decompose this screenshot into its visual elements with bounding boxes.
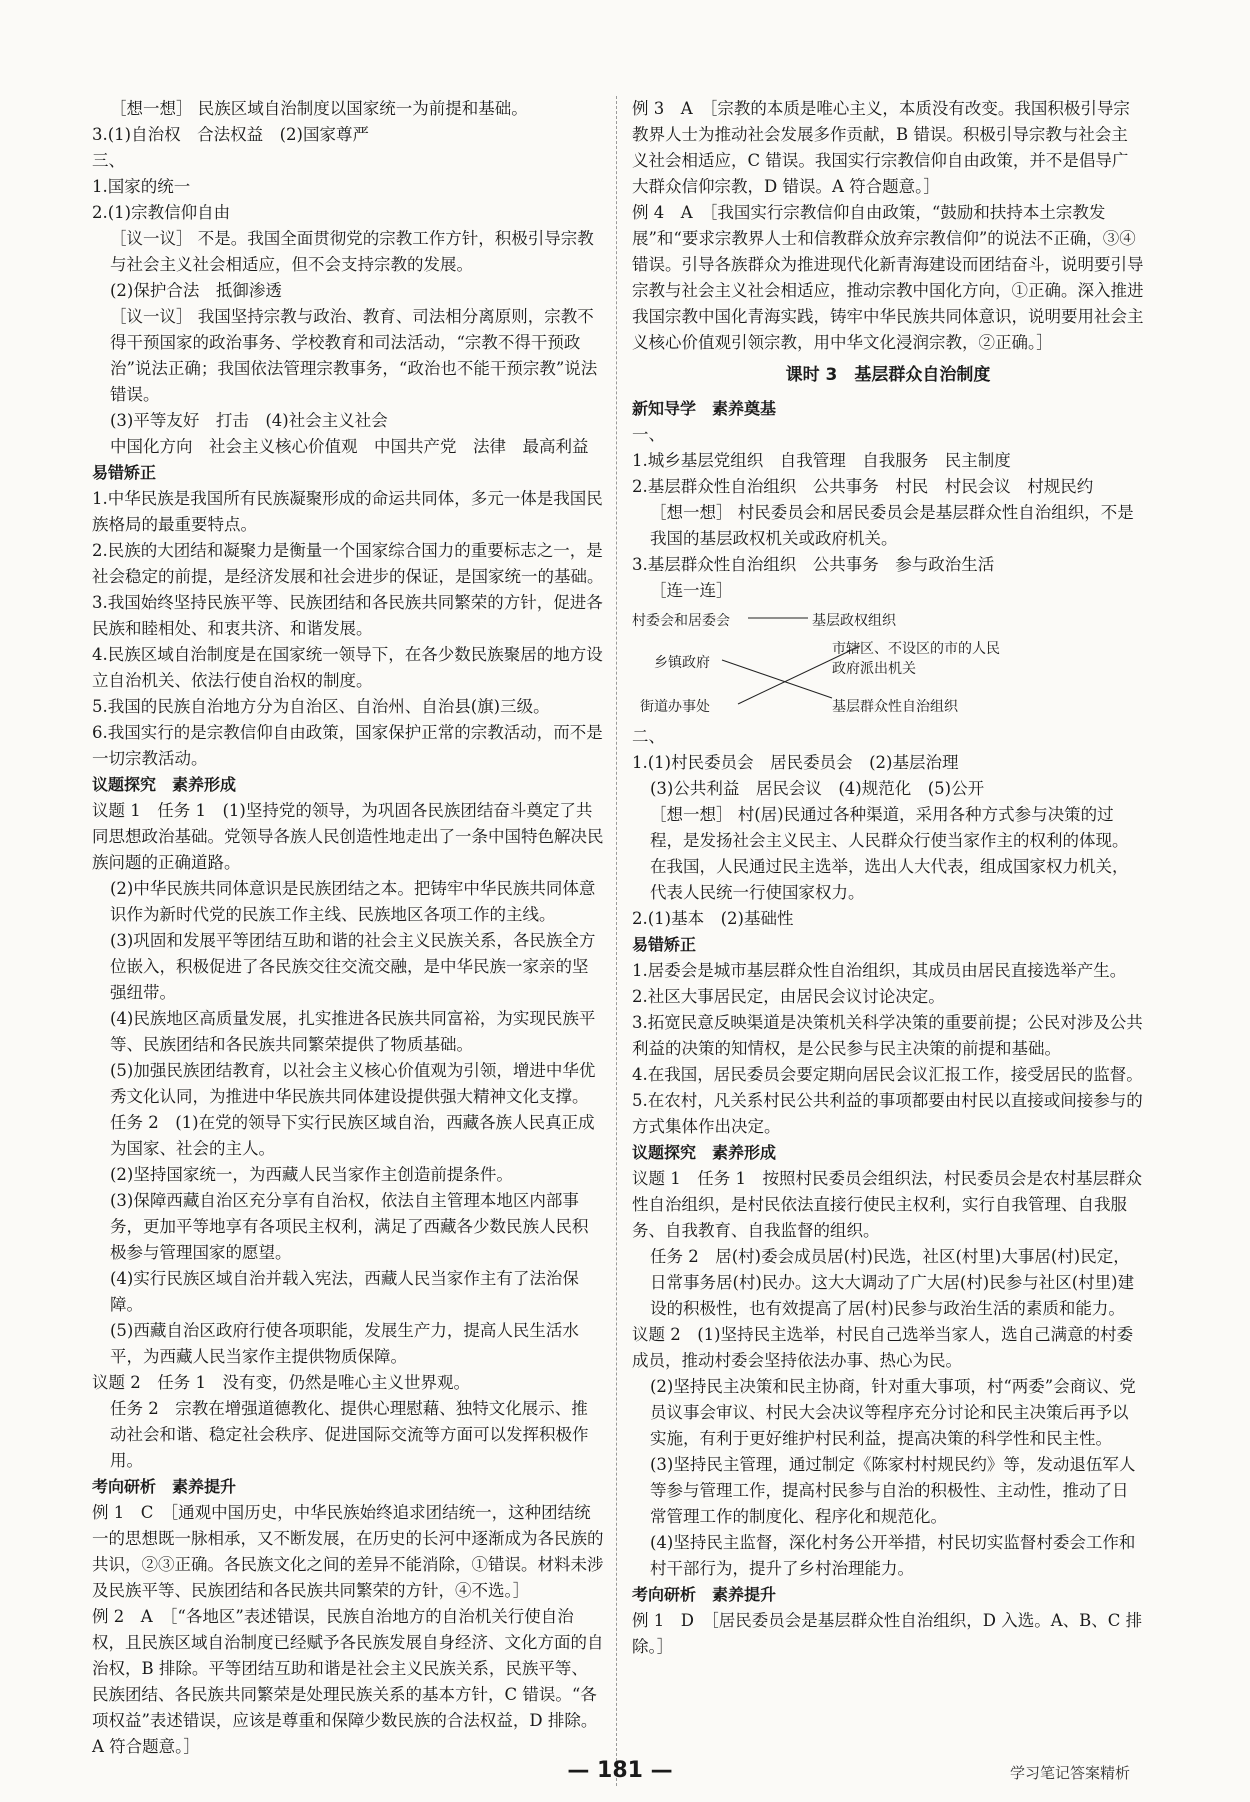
section-heading: 易错矫正 [92, 463, 157, 482]
answer-line: 例 2 A ［“各地区”表述错误，民族自治地方的自治机关行使自治权，且民族区域自治制度已经赋予各民族发展自身经济、文化方面的自治权，B 排除。平等团结互助和谐是社会主义民族关系，民族平等、民族团结、各民族共同繁荣是处理民族关系的基本方针，C 错误。“各项权益”表述错误，应该是尊重和保障少数民族的合法权益，D 排除。A 符合题意。］ [92, 1607, 604, 1756]
answer-line: 5.在农村，凡关系村民公共利益的事项都要由村民以直接或间接参与的方式集体作出决定。 [632, 1091, 1143, 1136]
answer-line: (3)平等友好 打击 (4)社会主义社会 [110, 411, 388, 430]
answer-line: 4.在我国，居民委员会要定期向居民会议汇报工作，接受居民的监督。 [632, 1065, 1143, 1084]
answer-line: 3.基层群众性自治组织 公共事务 参与政治生活 [632, 555, 995, 574]
answer-line: 3.(1)自治权 合法权益 (2)国家尊严 [92, 125, 369, 144]
answer-line: 1.(1)村民委员会 居民委员会 (2)基层治理 [632, 753, 959, 772]
answer-line: 3.我国始终坚持民族平等、民族团结和各民族共同繁荣的方针，促进各民族和睦相处、和衷共济、和谐发展。 [92, 593, 603, 638]
right-bottom-block [632, 724, 1144, 1660]
answer-line: 议题 2 任务 1 没有变，仍然是唯心主义世界观。 [92, 1373, 470, 1392]
answer-line: 二、 [632, 727, 665, 746]
right-top-block [632, 96, 1144, 356]
answer-line: 中国化方向 社会主义核心价值观 中国共产党 法律 最高利益 [110, 437, 589, 456]
answer-line: ［想一想］ 民族区域自治制度以国家统一为前提和基础。 [110, 99, 528, 118]
answer-line: 1.城乡基层党组织 自我管理 自我服务 民主制度 [632, 451, 1011, 470]
left-column [92, 96, 604, 1760]
answer-line: 例 3 A ［宗教的本质是唯心主义，本质没有改变。我国积极引导宗教界人士为推动社会发展多作贡献，B 错误。积极引导宗教与社会主义社会相适应，C 错误。我国实行宗教信仰自由政策，并不是倡导广大群众信仰宗教，D 错误。A 符合题意。］ [632, 99, 1130, 196]
answer-line: (3)保障西藏自治区充分享有自治权，依法自主管理本地区内部事务，更加平等地享有各项民主权利，满足了西藏各少数民族人民积极参与管理国家的愿望。 [110, 1191, 589, 1262]
answer-line: 一、 [632, 425, 665, 444]
lesson-title: 课时 3 基层群众自治制度 [785, 365, 991, 385]
section-heading: 议题探究 素养形成 [92, 775, 237, 794]
right-column [632, 96, 1144, 1660]
answer-line: 5.我国的民族自治地方分为自治区、自治州、自治县(旗)三级。 [92, 697, 550, 716]
node-village-committee: 村委会和居委会 [632, 613, 730, 629]
page-number: — 181 — [567, 1758, 673, 1783]
answer-line: (2)中华民族共同体意识是民族团结之本。把铸牢中华民族共同体意识作为新时代党的民族工作主线、民族地区各项工作的主线。 [110, 879, 596, 924]
answer-line: (4)民族地区高质量发展，扎实推进各民族共同富裕，为实现民族平等、民族团结和各民族共同繁荣提供了物质基础。 [110, 1009, 596, 1054]
node-dispatched-agency: 政府派出机关 [832, 661, 916, 677]
answer-line: 议题 2 (1)坚持民主选举，村民自己选举当家人，选自己满意的村委成员，推动村委会坚持依法办事、热心为民。 [632, 1325, 1134, 1370]
answer-line: ［连一连］ [650, 581, 733, 600]
answer-line: 1.国家的统一 [92, 177, 191, 196]
node-street-office: 街道办事处 [640, 699, 710, 715]
answer-line: 例 4 A ［我国实行宗教信仰自由政策，“鼓励和扶持本土宗教发展”和“要求宗教界人士和信教群众放弃宗教信仰”的说法不正确，③④错误。引导各族群众为推进现代化新青海建设而团结奋斗，说明要引导宗教与社会主义社会相适应，推动宗教中国化方向，①正确。深入推进我国宗教中国化青海实践，铸牢中华民族共同体意识，说明要用社会主义核心价值观引领宗教，用中华文化浸润宗教，②正确。］ [632, 203, 1144, 352]
section-heading: 考向研析 素养提升 [92, 1477, 237, 1496]
answer-line: (5)加强民族团结教育，以社会主义核心价值观为引领，增进中华优秀文化认同，为推进中华民族共同体建设提供强大精神文化支撑。 [110, 1061, 596, 1106]
footer-title: 学习笔记答案精析 [1010, 1764, 1131, 1782]
answer-line: (4)实行民族区域自治并载入宪法，西藏人民当家作主有了法治保障。 [110, 1269, 579, 1314]
answer-line: (3)坚持民主管理，通过制定《陈家村村规民约》等，发动退伍军人等参与管理工作，提高村民参与自治的积极性、主动性，推动了日常管理工作的制度化、程序化和规范化。 [650, 1455, 1136, 1526]
answer-line: (2)坚持国家统一，为西藏人民当家作主创造前提条件。 [110, 1165, 513, 1184]
node-grassroots-regime: 基层政权组织 [812, 613, 896, 629]
answer-line: 2.社区大事居民定，由居民会议讨论决定。 [632, 987, 945, 1006]
section-heading: 议题探究 素养形成 [632, 1143, 777, 1162]
node-grassroots-autonomy: 基层群众性自治组织 [832, 699, 958, 715]
right-mid-block [632, 396, 1144, 604]
answer-line: (2)保护合法 抵御渗透 [110, 281, 282, 300]
answer-line: (3)巩固和发展平等团结互助和谐的社会主义民族关系，各民族全方位嵌入，积极促进了各民族交往交流交融，是中华民族一家亲的坚强纽带。 [110, 931, 596, 1002]
answer-line: ［议一议］ 我国坚持宗教与政治、教育、司法相分离原则，宗教不得干预国家的政治事务、学校教育和司法活动，“宗教不得干预政治”说法正确；我国依法管理宗教事务，“政治也不能干预宗教”说法错误。 [110, 307, 598, 404]
answer-line: ［想一想］ 村民委员会和居民委员会是基层群众性自治组织，不是我国的基层政权机关或政府机关。 [650, 503, 1134, 548]
answer-line: ［想一想］ 村(居)民通过各种渠道，采用各种方式参与决策的过程，是发扬社会主义民主、人民群众行使当家作主的权利的体现。在我国，人民通过民主选举，选出人大代表，组成国家权力机关，代表人民统一行使国家权力。 [650, 805, 1129, 902]
answer-line: 2.民族的大团结和凝聚力是衡量一个国家综合国力的重要标志之一，是社会稳定的前提，是经济发展和社会进步的保证，是国家统一的基础。 [92, 541, 604, 586]
answer-line: 1.中华民族是我国所有民族凝聚形成的命运共同体，多元一体是我国民族格局的最重要特点。 [92, 489, 603, 534]
node-township-government: 乡镇政府 [654, 655, 710, 671]
answer-line: 4.民族区域自治制度是在国家统一领导下，在各少数民族聚居的地方设立自治机关、依法行使自治权的制度。 [92, 645, 603, 690]
answer-line: (5)西藏自治区政府行使各项职能，发展生产力，提高人民生活水平，为西藏人民当家作主提供物质保障。 [110, 1321, 579, 1366]
section-heading: 新知导学 素养奠基 [632, 399, 777, 418]
answer-line: 2.基层群众性自治组织 公共事务 村民 村民会议 村规民约 [632, 477, 1094, 496]
section-heading: 易错矫正 [632, 935, 697, 954]
answer-line: (3)公共利益 居民会议 (4)规范化 (5)公开 [650, 779, 985, 798]
section-heading: 考向研析 素养提升 [632, 1585, 777, 1604]
answer-line: 议题 1 任务 1 按照村民委员会组织法，村民委员会是农村基层群众性自治组织，是村民依法直接行使民主权利，实行自我管理、自我服务、自我教育、自我监督的组织。 [632, 1169, 1142, 1240]
answer-line: 2.(1)基本 (2)基础性 [632, 909, 794, 928]
node-district-government: 市辖区、不设区的市的人民 [832, 641, 1000, 657]
answer-line: 例 1 D ［居民委员会是基层群众性自治组织，D 入选。A、B、C 排除。］ [632, 1611, 1143, 1656]
answer-line: (4)坚持民主监督，深化村务公开举措，村民切实监督村委会工作和村干部行为，提升了乡村治理能力。 [650, 1533, 1136, 1578]
answer-line: 三、 [92, 151, 125, 170]
answer-line: 议题 1 任务 1 (1)坚持党的领导，为巩固各民族团结奋斗奠定了共同思想政治基础。党领导各族人民创造性地走出了一条中国特色解决民族问题的正确道路。 [92, 801, 604, 872]
answer-line: ［议一议］ 不是。我国全面贯彻党的宗教工作方针，积极引导宗教与社会主义社会相适应，但不会支持宗教的发展。 [110, 229, 594, 274]
answer-line: 3.拓宽民意反映渠道是决策机关科学决策的重要前提；公民对涉及公共利益的决策的知情权，是公民参与民主决策的前提和基础。 [632, 1013, 1143, 1058]
matching-diagram [632, 608, 1144, 718]
answer-line: 任务 2 居(村)委会成员居(村)民选，社区(村里)大事居(村)民定，日常事务居(村)民办。这大大调动了广大居(村)民参与社区(村里)建设的积极性，也有效提高了居(村)民参与政治生活的素质和能力。 [650, 1247, 1135, 1318]
column-divider [616, 96, 617, 1786]
answer-line: (2)坚持民主决策和民主协商，针对重大事项，村“两委”会商议、党员议事会审议、村民大会决议等程序充分讨论和民主决策后再予以实施，有利于更好维护村民利益，提高决策的科学性和民主性。 [650, 1377, 1136, 1448]
answer-line: 例 1 C ［通观中国历史，中华民族始终追求团结统一，这种团结统一的思想既一脉相承，又不断发展，在历史的长河中逐渐成为各民族的共识，②③正确。各民族文化之间的差异不能消除，①错误。材料未涉及民族平等、民族团结和各民族共同繁荣的方针，④不选。］ [92, 1503, 604, 1600]
answer-line: 1.居委会是城市基层群众性自治组织，其成员由居民直接选举产生。 [632, 961, 1127, 980]
answer-line: 2.(1)宗教信仰自由 [92, 203, 231, 222]
answer-line: 6.我国实行的是宗教信仰自由政策，国家保护正常的宗教活动，而不是一切宗教活动。 [92, 723, 603, 768]
answer-line: 任务 2 宗教在增强道德教化、提供心理慰藉、独特文化展示、推动社会和谐、稳定社会秩序、促进国际交流等方面可以发挥积极作用。 [110, 1399, 589, 1470]
answer-line: 任务 2 (1)在党的领导下实行民族区域自治，西藏各族人民真正成为国家、社会的主人。 [110, 1113, 595, 1158]
